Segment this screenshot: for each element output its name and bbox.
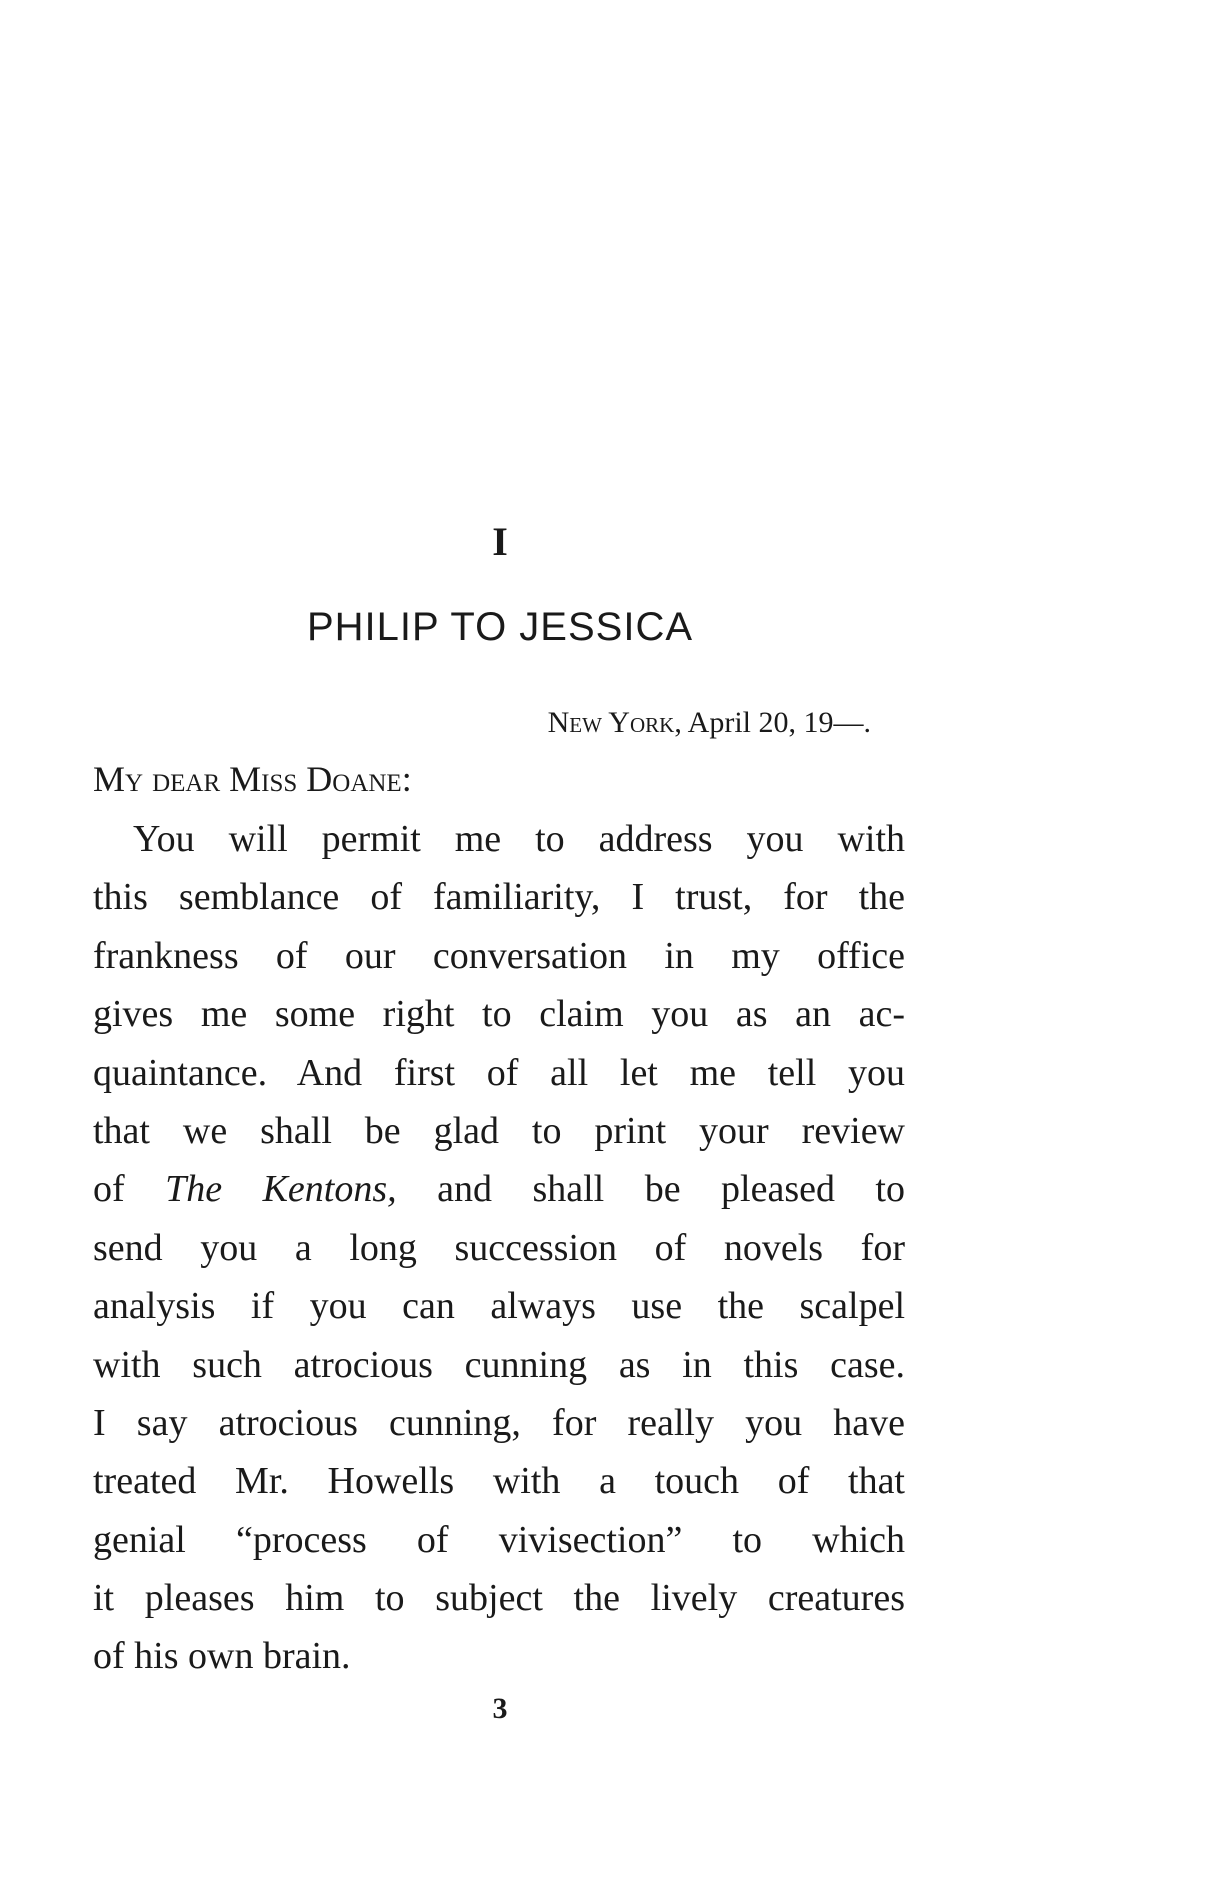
body-line: this semblance of familiarity, I trust, for the: [93, 876, 905, 919]
salutation: My dear Miss Doane:: [93, 759, 412, 799]
dateline: [548, 706, 871, 740]
chapter-number: I: [492, 519, 508, 564]
body-line: with such atrocious cunning as in this case.: [93, 1343, 905, 1386]
body-line: You will permit me to address you with: [133, 818, 905, 860]
letter-body: [93, 810, 905, 1686]
body-line: genial “process of vivisection” to which: [93, 1518, 905, 1561]
dateline-place: New York,: [547, 706, 682, 739]
body-line: send you a long succession of novels for: [93, 1226, 905, 1269]
body-line: frankness of our conversation in my office: [93, 934, 905, 977]
book-title: The Kentons,: [165, 1168, 397, 1211]
body-line: of his own brain.: [93, 1635, 351, 1678]
body-line: of The Kentons, and shall be pleased to: [93, 1168, 905, 1211]
body-line: it pleases him to subject the lively creatures: [93, 1577, 905, 1620]
body-line: treated Mr. Howells with a touch of that: [93, 1460, 905, 1503]
body-line: gives me some right to claim you as an ac-: [93, 993, 905, 1036]
body-line: analysis if you can always use the scalpel: [93, 1285, 905, 1328]
dateline-date: April 20, 19—.: [687, 706, 871, 739]
body-line: I say atrocious cunning, for really you have: [93, 1401, 905, 1444]
body-line: quaintance. And first of all let me tell you: [93, 1051, 905, 1094]
body-line: that we shall be glad to print your review: [93, 1109, 905, 1152]
chapter-title: PHILIP TO JESSICA: [306, 605, 694, 649]
page-number: 3: [492, 1692, 508, 1725]
